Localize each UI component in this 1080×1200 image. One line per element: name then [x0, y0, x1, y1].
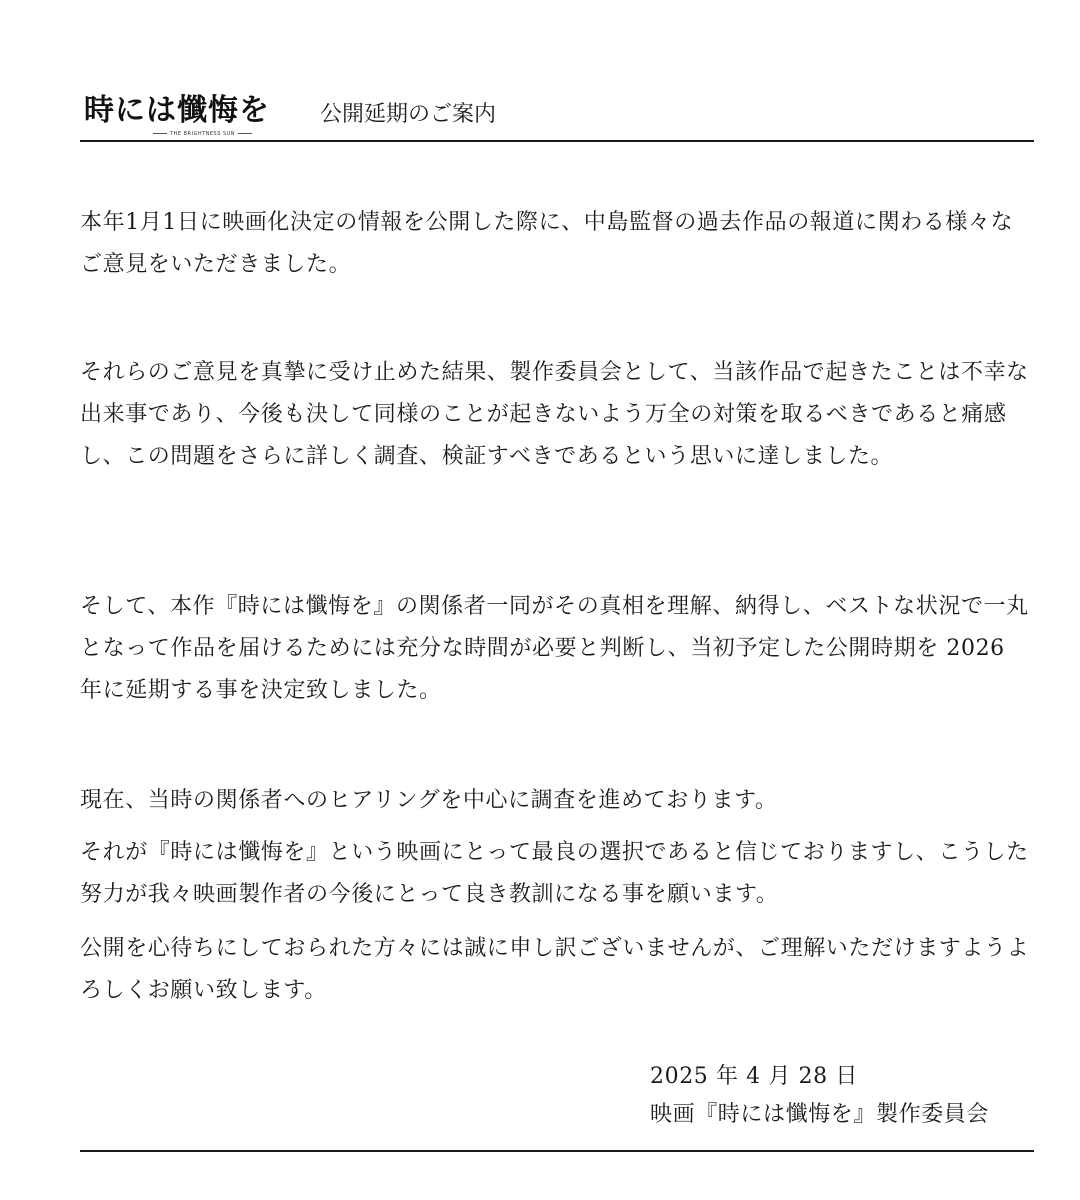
paragraph-3: そして、本作『時には懺悔を』の関係者一同がその真相を理解、納得し、ベストな状況で一丸となって作品を届けるためには充分な時間が必要と判断し、当初予定した公開時期を 2026 年に延期する事を決定致しました。: [80, 594, 1029, 703]
logo-subtitle: THE BRIGHTNESS SUN: [150, 131, 255, 137]
announcement-page: [80, 0, 1034, 1200]
header: [80, 92, 1034, 142]
announcement-date: 2025 年 4 月 28 日: [650, 1064, 858, 1089]
logo-title: 時には懺悔を: [84, 93, 270, 128]
footer-divider: [80, 1150, 1034, 1152]
paragraph-5: それが『時には懺悔を』という映画にとって最良の選択であると信じておりますし、こうした努力が我々映画製作者の今後にとって良き教訓になる事を願います。: [80, 840, 1029, 907]
signature-block: [650, 1058, 1034, 1134]
paragraph-2: それらのご意見を真摯に受け止めた結果、製作委員会として、当該作品で起きたことは不幸な出来事であり、今後も決して同様のことが起きないよう万全の対策を取るべきであると痛感し、この問題をさらに詳しく調査、検証すべきであるという思いに達しました。: [80, 360, 1029, 469]
header-divider: [80, 140, 1034, 142]
paragraph-1: 本年1月1日に映画化決定の情報を公開した際に、中島監督の過去作品の報道に関わる様々なご意見をいただきました。: [80, 210, 1014, 277]
movie-logo: [84, 94, 304, 140]
paragraph-6: 公開を心待ちにしておられた方々には誠に申し訳ございませんが、ご理解いただけますようよろしくお願い致します。: [80, 936, 1030, 1003]
issuer-name: 映画『時には懺悔を』製作委員会: [650, 1102, 990, 1127]
paragraph-4: 現在、当時の関係者へのヒアリングを中心に調査を進めております。: [80, 788, 778, 813]
page-title: 公開延期のご案内: [320, 102, 497, 127]
